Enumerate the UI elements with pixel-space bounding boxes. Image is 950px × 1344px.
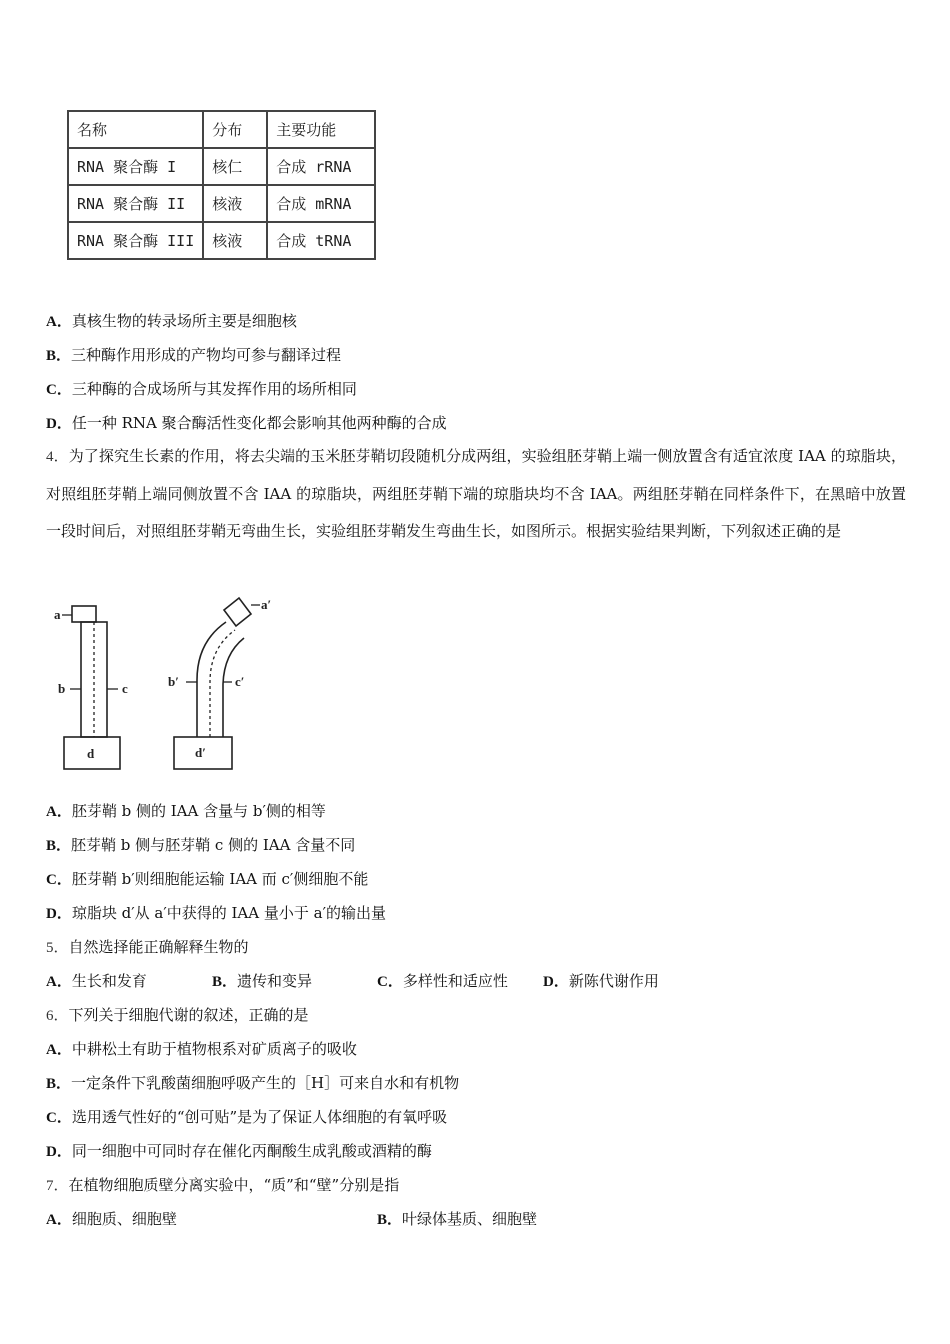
q7-option-a[interactable] bbox=[46, 1209, 177, 1230]
q4-option-d[interactable] bbox=[46, 903, 386, 924]
table-cell: RNA 聚合酶 I bbox=[68, 148, 203, 185]
question-number: 6． bbox=[46, 1008, 69, 1024]
option-label: B． bbox=[46, 348, 72, 364]
option-text: 选用透气性好的“创可贴”是为了保证人体细胞的有氧呼吸 bbox=[71, 1108, 448, 1126]
q5-option-d[interactable] bbox=[543, 971, 659, 992]
option-label: C． bbox=[377, 974, 403, 990]
option-label: A． bbox=[46, 314, 72, 330]
question-text: 自然选择能正确解释生物的 bbox=[68, 938, 249, 956]
q4-stem bbox=[46, 438, 906, 550]
table-cell: 核液 bbox=[203, 222, 267, 259]
option-text: 胚芽鞘 b 侧与胚芽鞘 c 侧的 IAA 含量不同 bbox=[71, 836, 356, 854]
option-label: A． bbox=[46, 1212, 72, 1228]
table-cell: RNA 聚合酶 II bbox=[68, 185, 203, 222]
q4-option-b[interactable] bbox=[46, 835, 355, 856]
option-label: A． bbox=[46, 1042, 72, 1058]
q7-stem bbox=[46, 1175, 399, 1196]
q4-option-c[interactable] bbox=[46, 869, 368, 890]
label-c: c bbox=[122, 681, 128, 696]
q4-option-a[interactable] bbox=[46, 801, 326, 822]
option-text: 真核生物的转录场所主要是细胞核 bbox=[71, 312, 297, 330]
label-a: a bbox=[54, 607, 61, 622]
option-text: 遗传和变异 bbox=[237, 972, 313, 990]
agar-block-a-prime bbox=[224, 598, 251, 626]
coleoptile-outer-edge bbox=[197, 622, 226, 737]
option-label: C． bbox=[46, 382, 72, 398]
question-text: 在植物细胞质壁分离实验中，“质”和“壁”分别是指 bbox=[68, 1176, 400, 1194]
q5-option-c[interactable] bbox=[377, 971, 508, 992]
q5-option-b[interactable] bbox=[212, 971, 312, 992]
question-text: 下列关于细胞代谢的叙述，正确的是 bbox=[68, 1006, 309, 1024]
q6-option-b[interactable] bbox=[46, 1073, 459, 1094]
experimental-coleoptile bbox=[168, 597, 271, 769]
table-cell: 核液 bbox=[203, 185, 267, 222]
option-label: B． bbox=[46, 1076, 72, 1092]
q3-option-d[interactable] bbox=[46, 413, 447, 434]
option-label: A． bbox=[46, 804, 72, 820]
q3-option-b[interactable] bbox=[46, 345, 341, 366]
option-label: B． bbox=[212, 974, 238, 990]
table-header-row bbox=[68, 111, 375, 148]
option-label: D． bbox=[46, 416, 72, 432]
option-text: 新陈代谢作用 bbox=[568, 972, 659, 990]
control-coleoptile bbox=[54, 606, 128, 769]
option-text: 叶绿体基质、细胞壁 bbox=[402, 1210, 538, 1228]
rna-polymerase-table bbox=[67, 110, 376, 260]
option-text: 胚芽鞘 b 侧的 IAA 含量与 b′侧的相等 bbox=[71, 802, 326, 820]
q7-option-b[interactable] bbox=[377, 1209, 537, 1230]
question-number: 7． bbox=[46, 1178, 69, 1194]
question-number: 4． bbox=[46, 449, 69, 465]
label-c-prime: c′ bbox=[235, 674, 245, 689]
coleoptile-figure bbox=[46, 592, 286, 774]
q6-option-c[interactable] bbox=[46, 1107, 447, 1128]
agar-block-a bbox=[72, 606, 96, 622]
label-d: d bbox=[87, 746, 95, 761]
table-row bbox=[68, 185, 375, 222]
table-cell: RNA 聚合酶 III bbox=[68, 222, 203, 259]
option-label: D． bbox=[543, 974, 569, 990]
q5-stem bbox=[46, 937, 249, 958]
question-number: 5． bbox=[46, 940, 69, 956]
option-text: 中耕松土有助于植物根系对矿质离子的吸收 bbox=[71, 1040, 357, 1058]
option-text: 一定条件下乳酸菌细胞呼吸产生的［H］可来自水和有机物 bbox=[71, 1074, 460, 1092]
option-text: 多样性和适应性 bbox=[402, 972, 508, 990]
option-text: 任一种 RNA 聚合酶活性变化都会影响其他两种酶的合成 bbox=[71, 414, 447, 432]
table-header-cell: 主要功能 bbox=[267, 111, 375, 148]
q5-option-a[interactable] bbox=[46, 971, 147, 992]
q3-option-a[interactable] bbox=[46, 311, 297, 332]
option-label: D． bbox=[46, 906, 72, 922]
option-text: 琼脂块 d′从 a′中获得的 IAA 量小于 a′的输出量 bbox=[71, 904, 386, 922]
option-label: C． bbox=[46, 872, 72, 888]
table-cell: 合成 rRNA bbox=[267, 148, 375, 185]
table-header-cell: 分布 bbox=[203, 111, 267, 148]
label-b: b bbox=[58, 681, 66, 696]
option-text: 三种酶作用形成的产物均可参与翻译过程 bbox=[71, 346, 342, 364]
option-text: 胚芽鞘 b′则细胞能运输 IAA 而 c′侧细胞不能 bbox=[71, 870, 369, 888]
option-label: D． bbox=[46, 1144, 72, 1160]
table-cell: 合成 mRNA bbox=[267, 185, 375, 222]
table-header-cell: 名称 bbox=[68, 111, 203, 148]
label-a-prime: a′ bbox=[261, 597, 272, 612]
option-label: B． bbox=[46, 838, 72, 854]
option-text: 细胞质、细胞壁 bbox=[71, 1210, 177, 1228]
option-label: A． bbox=[46, 974, 72, 990]
option-label: B． bbox=[377, 1212, 403, 1228]
q3-option-c[interactable] bbox=[46, 379, 357, 400]
option-text: 生长和发育 bbox=[71, 972, 147, 990]
table-row bbox=[68, 222, 375, 259]
option-text: 三种酶的合成场所与其发挥作用的场所相同 bbox=[71, 380, 357, 398]
table-cell: 核仁 bbox=[203, 148, 267, 185]
option-text: 同一细胞中可同时存在催化丙酮酸生成乳酸或酒精的酶 bbox=[71, 1142, 432, 1160]
q6-stem bbox=[46, 1005, 309, 1026]
q6-option-d[interactable] bbox=[46, 1141, 432, 1162]
table-cell: 合成 tRNA bbox=[267, 222, 375, 259]
label-d-prime: d′ bbox=[195, 745, 206, 760]
label-b-prime: b′ bbox=[168, 674, 179, 689]
option-label: C． bbox=[46, 1110, 72, 1126]
table-row bbox=[68, 148, 375, 185]
question-text: 为了探究生长素的作用，将去尖端的玉米胚芽鞘切段随机分成两组，实验组胚芽鞘上端一侧放置含有适宜浓度 IAA 的琼脂块，对照组胚芽鞘上端同侧放置不含 IAA 的琼脂块，两组胚芽鞘下端的琼脂块均不含 IAA。两组胚芽鞘在同样条件下，在黑暗中放置一段时间后，对照组胚芽鞘无弯曲生长，实验组胚芽鞘发生弯曲生长，如图所示。根据实验结果判断，下列叙述正确的是 bbox=[46, 447, 906, 540]
q6-option-a[interactable] bbox=[46, 1039, 357, 1060]
